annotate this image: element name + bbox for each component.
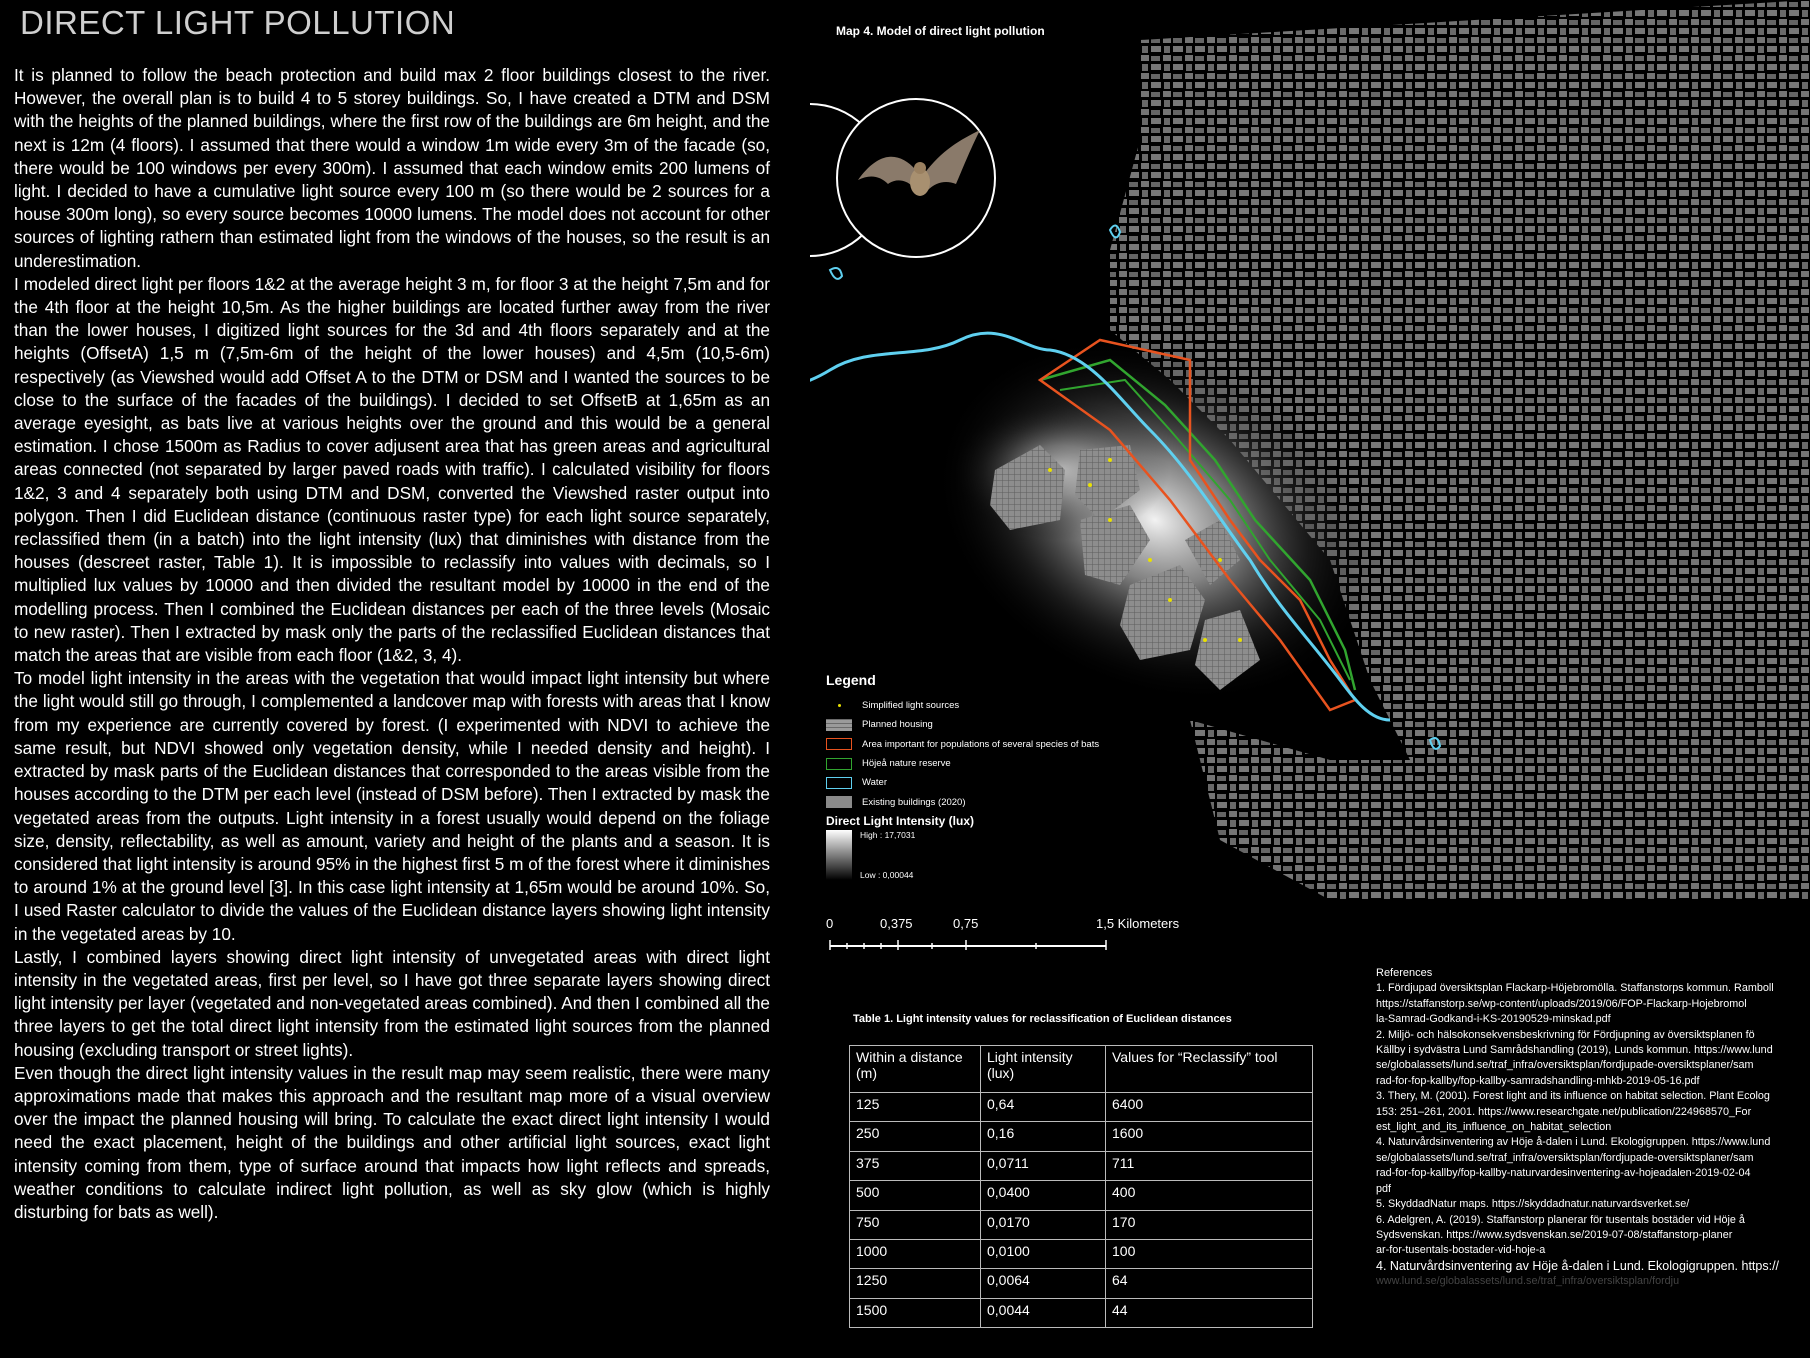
- map-legend: [826, 672, 1126, 880]
- page-title: DIRECT LIGHT POLLUTION: [20, 4, 456, 41]
- cell: 375: [850, 1151, 981, 1180]
- legend-item-existing-buildings: [826, 792, 1126, 811]
- paragraph-modeling: I modeled direct light per floors 1&2 at the average height 3 m, for floor 3 at the height 7,5m and for the 4th floor at the height 10,5m. As the higher buildings are located further away from the river than the lower houses, I digitized light sources for the 3d and 4th floors separately and at the heights (OffsetA) 1,5 m (7,5m-6m of the height of the lower houses) and 4,5m (10,5-6m) respectively (as Viewshed would add Offset A to the DTM or DSM and I wanted the sources to be close to the surface of the facades of the buildings). I decided to set OffsetB at 1,65m as an average eyesight, as bats live at various heights over the ground and this would be a general estimation. I chose 1500m as Radius to cover adjusent area that has green areas and agricultural areas connected (not separated by larger paved roads with traffic). I calculated visibility for floors 1&2, 3 and 4 separately both using DTM and DSM, converted the Viewshed raster output into polygon. Then I did Euclidean distance (continuous raster type) for each light source separately, reclassified them (in a batch) into the light intensity (lux) that diminishes with distance from the houses (descreet raster, Table 1). It is impossible to reclassify into values with decimals, so I multiplied lux values by 10000 and then divided the resultant model by 10000 in the end of the modelling process. Then I combined the Euclidean distances per each of the three levels (Mosaic to new raster). Then I extracted by mask only the parts of the reclassified Euclidean distances that match the areas that are visible from each floor (1&2, 3, 4).: [14, 273, 770, 666]
- reference-line: la-Samrad-Godkand-i-KS-20190529-minskad.pdf: [1376, 1013, 1611, 1026]
- reference-line: se/globalassets/lund.se/traf_infra/oversiktsplan/fordjupade-oversiktsplaner/sam: [1376, 1151, 1754, 1164]
- scale-bar: [826, 916, 1180, 956]
- dot-icon: [826, 700, 852, 712]
- cell: 0,0064: [981, 1269, 1106, 1298]
- reference-line: Sydsvenskan. https://www.sydsvenskan.se/2019-07-08/staffanstorp-planer: [1376, 1228, 1733, 1241]
- cell: 1000: [850, 1239, 981, 1268]
- table-row: [850, 1151, 1313, 1180]
- reference-line: ar-for-tusentals-bostader-vid-hoje-a: [1376, 1244, 1546, 1257]
- paragraph-vegetation: To model light intensity in the areas with the vegetation that would impact light intensity but where the light would still go through, I complemented a landcover map with forests with areas that I know from my experience are currently covered by forest. (I experimented with NDVI to achieve the same result, but NDVI showed only vegetation density, while I needed density and height). I extracted by mask parts of the Euclidean distances that corresponded to the areas visible from the houses according to the DTM per each level (instead of DSM before). Then I extracted by mask the vegetated areas from the outputs. Light intensity in a forest usually would depend on the foliage size, density, reflectability, as well as amount, variety and height of the plants and a season. It is considered that light intensity is around 95% in the highest first 5 m of the forest where it diminishes to around 1% at the ground level [3]. In this case light intensity at 1,65m would be around 10%. So, I used Raster calculator to divide the values of the Euclidean distance layers showing light intensity in the vegetated areas by 10.: [14, 668, 770, 944]
- table-row: [850, 1093, 1313, 1122]
- cell: 6400: [1106, 1093, 1313, 1122]
- references: [1376, 966, 1810, 1290]
- reference-line: 3. Thery, M. (2001). Forest light and its influence on habitat selection. Plant Ecolog: [1376, 1090, 1770, 1103]
- cell: 44: [1106, 1298, 1313, 1327]
- col-distance: Within a distance (m): [850, 1046, 981, 1093]
- bat-icon: [838, 100, 994, 256]
- reference-line: 6. Adelgren, A. (2019). Staffanstorp planerar för tusentals bostäder vid Höje å: [1376, 1213, 1745, 1226]
- references-heading: References: [1376, 967, 1433, 979]
- light-intensity-table: [849, 1045, 1313, 1328]
- map-title: Map 4. Model of direct light pollution: [836, 24, 1045, 38]
- cell: 0,16: [981, 1122, 1106, 1151]
- cell: 711: [1106, 1151, 1313, 1180]
- legend-label: Planned housing: [862, 719, 933, 731]
- reference-line: 1. Fördjupad översiktsplan Flackarp-Höjebromölla. Staffanstorps kommun. Ramboll: [1376, 982, 1774, 995]
- reference-line: https://staffanstorp.se/wp-content/uploads/2019/06/FOP-Flackarp-Hojebromol: [1376, 997, 1747, 1010]
- reference-line: 4. Naturvårdsinventering av Höje å-dalen i Lund. Ekologigruppen. https://: [1376, 1258, 1780, 1273]
- cell: 100: [1106, 1239, 1313, 1268]
- legend-label: Area important for populations of several species of bats: [862, 738, 1100, 750]
- legend-item-water: [826, 773, 1126, 792]
- outline-swatch-icon: [826, 738, 852, 750]
- paragraph-combination: Lastly, I combined layers showing direct light intensity of unvegetated areas with direct light intensity in the vegetated areas, first per level, so I have got three separate layers showing direct light intensity per layer (vegetated and non-vegetated areas combined). And then I combined all the three layers to get the total direct light intensity from the estimated light sources from the planned housing (excluding transport or street lights).: [14, 946, 770, 1060]
- cell: 1250: [850, 1269, 981, 1298]
- outline-swatch-icon: [826, 777, 852, 789]
- reference-line: pdf: [1376, 1182, 1392, 1195]
- cell: 0,0044: [981, 1298, 1106, 1327]
- cell: 400: [1106, 1181, 1313, 1210]
- bat-inset: [836, 98, 996, 258]
- grid-swatch-icon: [826, 719, 852, 731]
- reference-line: www.lund.se/globalassets/lund.se/traf_infra/oversiktsplan/fordju: [1376, 1275, 1680, 1288]
- reference-line: rad-for-fop-kallby/fop-kallby-naturvardesinventering-av-hojeadalen-2019-02-04: [1376, 1167, 1751, 1180]
- table-row: [850, 1269, 1313, 1298]
- legend-label: Water: [862, 777, 887, 789]
- reference-line: Källby i sydvästra Lund Samrådshandling (2019), Lunds kommun. https://www.lund: [1376, 1044, 1773, 1057]
- scale-label-075: 0,75: [953, 916, 979, 931]
- paragraph-limitations: Even though the direct light intensity values in the result map may seem realistic, there were many approximations made that makes this approach and the resultant map more of a visual overview over the impact the planned housing will bring. To calculate the exact direct light intensity I would need the exact placement, height of the buildings and other artificial light sources, exact light intensity coming from them, type of surface around that impacts how light reflects and spreads, weather conditions to calculate indirect light pollution, as well as sky glow (which is highly disturbing for bats as well).: [14, 1062, 770, 1222]
- scale-label-0375: 0,375: [880, 916, 913, 931]
- cell: 0,0400: [981, 1181, 1106, 1210]
- legend-item-light-sources: [826, 696, 1126, 715]
- cell: 0,64: [981, 1093, 1106, 1122]
- paragraph-method: It is planned to follow the beach protection and build max 2 floor buildings closest to the river. However, the overall plan is to build 4 to 5 storey buildings. So, I have created a DTM and DSM with the heights of the planned buildings, where the first row of the buildings are 6m height, and the next is 12m (4 floors). I assumed that there would a window 1m wide every 3m of the facade (so, there would be 100 windows per every 300m). I assumed that each window emits 200 lumens of light. I decided to have a cumulative light source every 100 m (so there would be 2 sources for a house 300m long), so every source becomes 10000 lumens. The model does not account for other sources of lighting rathern than estimated light from the windows of the houses, so the result is an underestimation.: [14, 65, 770, 271]
- cell: 125: [850, 1093, 981, 1122]
- cell: 250: [850, 1122, 981, 1151]
- cell: 1500: [850, 1298, 981, 1327]
- reference-line: rad-for-fop-kallby/fop-kallby-samradshandling-mhkb-2019-05-16.pdf: [1376, 1074, 1700, 1087]
- fill-swatch-icon: [826, 796, 852, 808]
- scale-label-15: 1,5 Kilometers: [1096, 916, 1180, 931]
- reference-line: 153: 251–261, 2001. https://www.researchgate.net/publication/224968570_For: [1376, 1105, 1752, 1118]
- cell: 64: [1106, 1269, 1313, 1298]
- scale-label-0: 0: [826, 916, 834, 931]
- intensity-low-label: Low : 0,00044: [860, 869, 914, 880]
- legend-item-planned-housing: [826, 715, 1126, 734]
- body-text: [14, 64, 770, 1224]
- cell: 0,0711: [981, 1151, 1106, 1180]
- legend-title: Legend: [826, 672, 876, 688]
- cell: 170: [1106, 1210, 1313, 1239]
- intensity-title: Direct Light Intensity (lux): [826, 813, 975, 828]
- table-row: [850, 1298, 1313, 1327]
- outline-swatch-icon: [826, 758, 852, 770]
- reference-line: 5. SkyddadNatur maps. https://skyddadnatur.naturvardsverket.se/: [1376, 1198, 1690, 1211]
- intensity-gradient: [826, 830, 1126, 880]
- legend-label: Höjeå nature reserve: [862, 758, 951, 770]
- col-reclassify: Values for “Reclassify” tool: [1106, 1046, 1313, 1093]
- reference-line: 4. Naturvårdsinventering av Höje å-dalen i Lund. Ekologigruppen. https://www.lund: [1376, 1136, 1771, 1149]
- legend-label: Simplified light sources: [862, 700, 960, 712]
- cell: 1600: [1106, 1122, 1313, 1151]
- table-title: Table 1. Light intensity values for reclassification of Euclidean distances: [853, 1013, 1232, 1025]
- table-row: [850, 1122, 1313, 1151]
- reference-line: est_light_and_its_influence_on_habitat_selection: [1376, 1121, 1612, 1134]
- legend-label: Existing buildings (2020): [862, 796, 966, 808]
- cell: 500: [850, 1181, 981, 1210]
- table-row: [850, 1239, 1313, 1268]
- table-header-row: [850, 1046, 1313, 1093]
- table-row: [850, 1181, 1313, 1210]
- table-row: [850, 1210, 1313, 1239]
- cell: 0,0100: [981, 1239, 1106, 1268]
- reference-line: se/globalassets/lund.se/traf_infra/oversiktsplan/fordjupade-oversiktsplaner/sam: [1376, 1059, 1754, 1072]
- legend-item-nature-reserve: [826, 754, 1126, 773]
- scale-ruler: [826, 936, 1126, 956]
- cell: 0,0170: [981, 1210, 1106, 1239]
- gradient-bar: [826, 830, 852, 880]
- intensity-high-label: High : 17,7031: [860, 829, 916, 840]
- col-intensity: Light intensity (lux): [981, 1046, 1106, 1093]
- legend-item-bat-area: [826, 735, 1126, 754]
- cell: 750: [850, 1210, 981, 1239]
- reference-line: 2. Miljö- och hälsokonsekvensbeskrivning för Fördjupning av översiktsplanen fö: [1376, 1028, 1755, 1041]
